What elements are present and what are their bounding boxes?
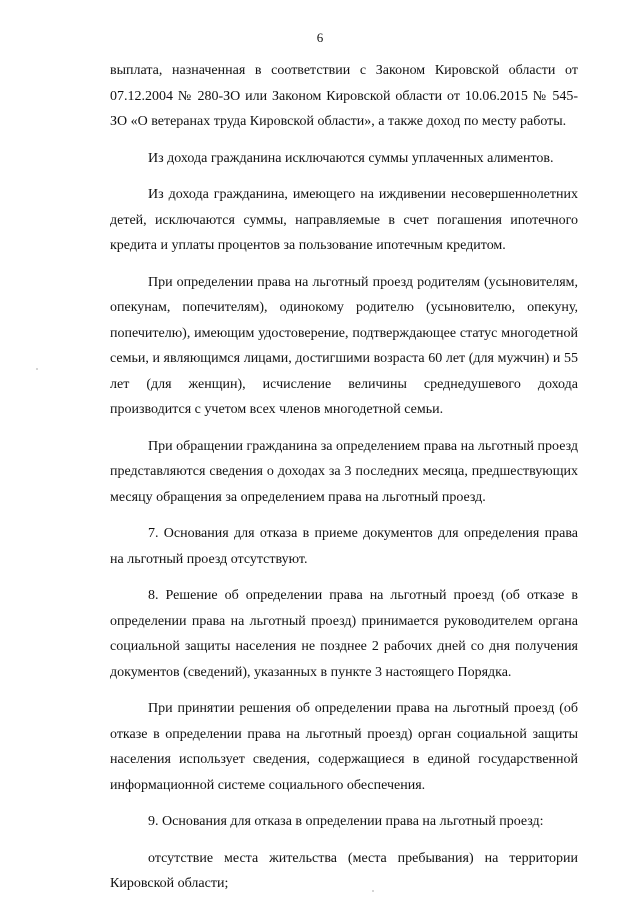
document-body — [110, 58, 578, 908]
paragraph-large-family-income: При определении права на льготный проезд родителям (усыновителям, опекунам, попечителям), одинокому родителю (усыновителю, опекуну, попечителю), имеющим удостоверение, подтверждающее статус многодетной семьи, и являющимся лицами, достигшими возраста 60 лет (для мужчин) и 55 лет (для женщин), исчисление величины среднедушевого дохода производится с учетом всех членов многодетной семьи. — [110, 274, 578, 417]
paragraph-clause-8: 8. Решение об определении права на льготный проезд (об отказе в определении права на льготный проезд) принимается руководителем органа социальной защиты населения не позднее 2 рабочих дней со дня получения документов (сведений), указанных в пункте 3 настоящего Порядка. — [110, 588, 578, 680]
paragraph-information-system: При принятии решения об определении права на льготный проезд (об отказе в определении права на льготный проезд) орган социальной защиты населения использует сведения, содержащиеся в единой государственной информационной системе социального обеспечения. — [110, 701, 578, 793]
scan-speck — [36, 368, 38, 370]
paragraph-alimony-exclusion: Из дохода гражданина исключаются суммы уплаченных алиментов. — [148, 150, 554, 166]
scan-speck — [372, 890, 374, 892]
page-number: 6 — [316, 30, 324, 45]
paragraph-clause-9: 9. Основания для отказа в определении права на льготный проезд: — [148, 814, 544, 829]
paragraph-income-payment-continuation: выплата, назначенная в соответствии с Законом Кировской области от 07.12.2004 № 280-ЗО или Законом Кировской области от 10.06.2015 № 545-ЗО «О ветеранах труда Кировской области», а также доход по месту работы. — [110, 63, 578, 129]
paragraph-income-period: При обращении гражданина за определением права на льготный проезд представляются сведения о доходах за 3 последних месяца, предшествующих месяцу обращения за определением права на льготный проезд. — [110, 438, 578, 505]
paragraph-clause-7: 7. Основания для отказа в приеме документов для определения права на льготный проезд отсутствуют. — [110, 526, 578, 567]
paragraph-refusal-ground-residence: отсутствие места жительства (места пребывания) на территории Кировской области; — [110, 850, 578, 891]
paragraph-mortgage-exclusion: Из дохода гражданина, имеющего на иждивении несовершеннолетних детей, исключаются суммы, направляемые в счет погашения ипотечного кредита и уплаты процентов за пользование ипотечным кредитом. — [110, 187, 578, 253]
